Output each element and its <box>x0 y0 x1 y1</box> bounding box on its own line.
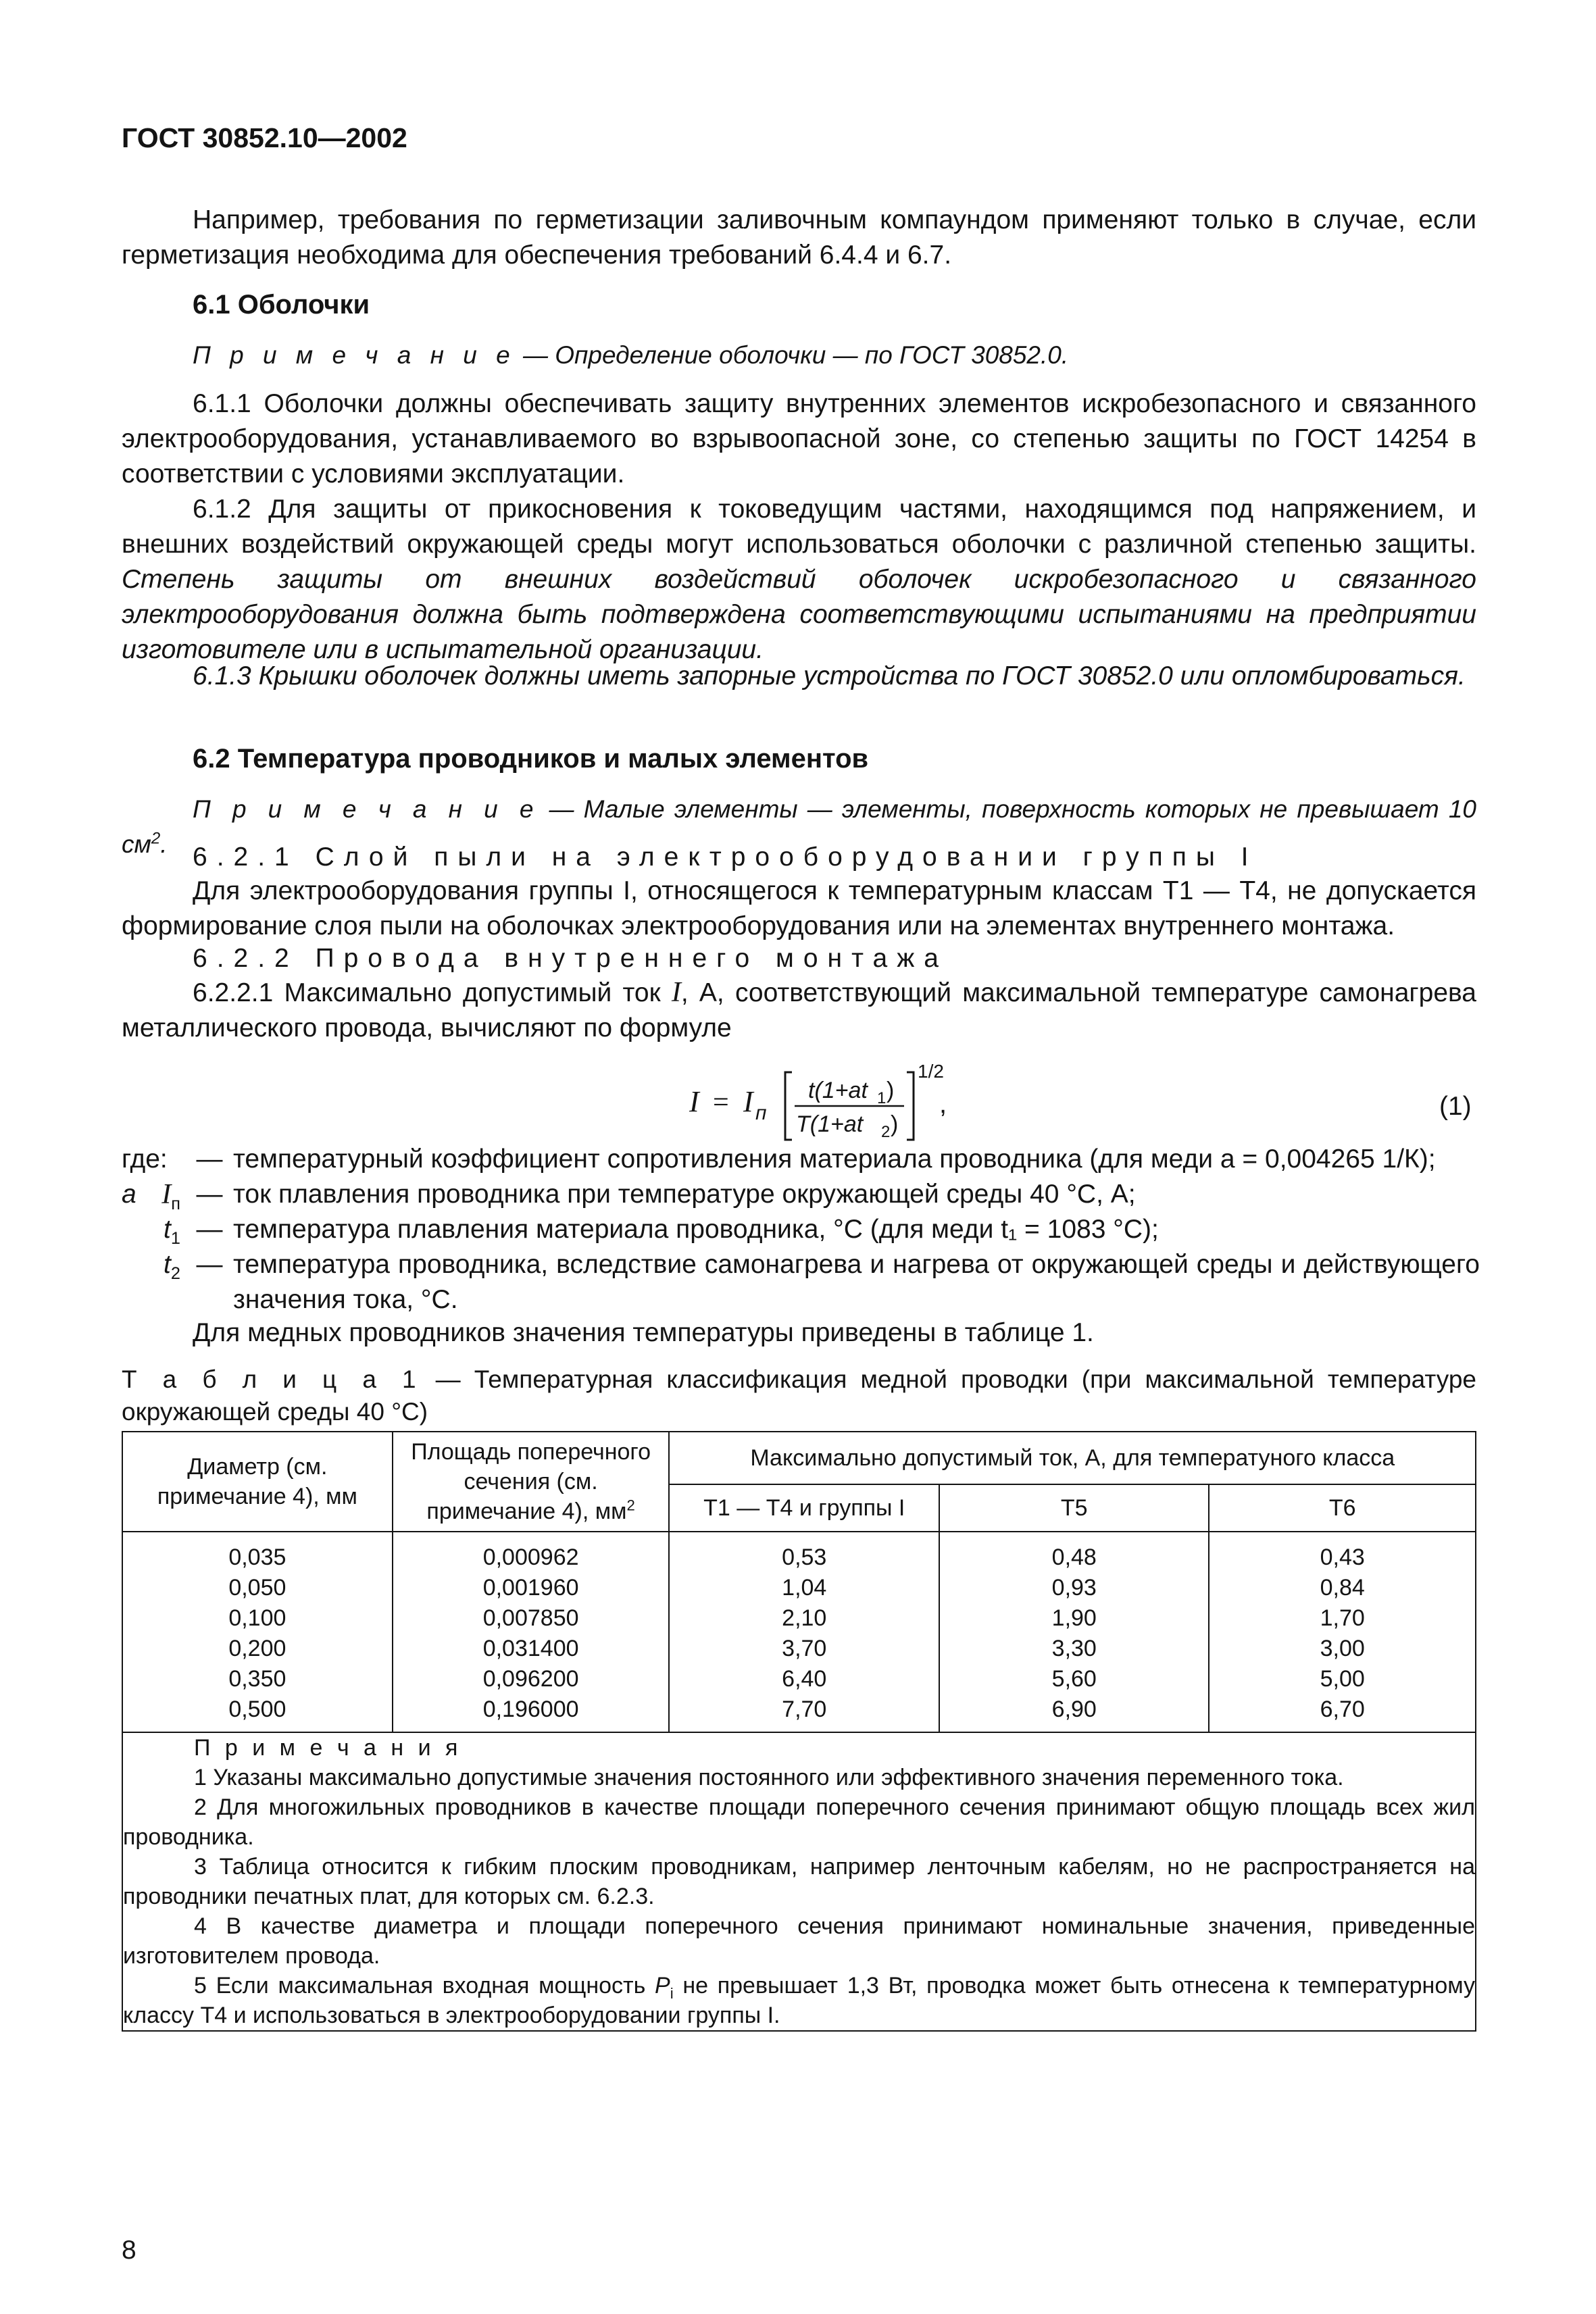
paragraph-6-2-2-1-text: 6.2.2.1 Максимально допустимый ток <box>193 978 672 1007</box>
definition-symbol: $I_п$ <box>161 1179 180 1213</box>
formula-denominator: T(1+at <box>796 1111 864 1137</box>
header-t6: Т6 <box>1209 1484 1476 1532</box>
table-gap-row <box>122 1532 1476 1537</box>
note-end: . <box>160 830 168 858</box>
formula-equals: = <box>713 1087 729 1118</box>
temperature-table <box>122 1431 1476 2032</box>
subsection-6-2-2-title: 6.2.2 Провода внутреннего монтажа <box>193 944 948 973</box>
document-header: ГОСТ 30852.10—2002 <box>122 122 407 153</box>
header-t5: Т5 <box>939 1484 1209 1532</box>
header-diameter: Диаметр (см. примечание 4), мм <box>122 1432 393 1532</box>
definition-symbol: $t_2$ <box>164 1250 180 1283</box>
current-symbol: I <box>671 977 681 1008</box>
note-label: П р и м е ч а н и е <box>193 341 516 369</box>
definition-symbol: $t_1$ <box>164 1215 180 1248</box>
definition-dash: — <box>196 1145 223 1174</box>
table-notes-row <box>122 1732 1476 2031</box>
section-6-2-title: 6.2 Температура проводников и малых элементов <box>193 744 869 774</box>
formula-numerator: t(1+at <box>808 1078 868 1103</box>
section-6-1-note <box>122 338 1476 373</box>
definition-text: температурный коэффициент сопротивления материала проводника (для меди a = 0,004265 1/К); <box>233 1145 1436 1174</box>
formula-lhs: I <box>689 1085 699 1118</box>
header-current: Максимально допустимый ток, А, для температуного класса <box>669 1432 1476 1484</box>
note-superscript: 2 <box>151 829 161 848</box>
note-label: П р и м е ч а н и е <box>193 795 540 823</box>
formula-comma: , <box>939 1089 947 1119</box>
formula-exponent: 1/2 <box>918 1061 944 1082</box>
header-t1-t4: Т1 — Т4 и группы I <box>669 1484 939 1532</box>
paragraph-6-1-2 <box>122 492 1476 668</box>
page-number: 8 <box>122 2236 136 2265</box>
section-6-1-title: 6.1 Оболочки <box>193 290 370 320</box>
paragraph-6-2-2-1 <box>122 975 1476 1046</box>
paragraph-6-2-1: Для электрооборудования группы I, относящегося к температурным классам Т1 — Т4, не допускается формирование слоя пыли на оболочках электрооборудования или на элементах внутреннего монтажа. <box>122 876 1476 940</box>
formula-definitions <box>122 1142 1480 1317</box>
note-2: 2 Для многожильных проводников в качестве площади поперечного сечения принимают общую площадь всех жил проводника. <box>123 1794 1475 1850</box>
intro-paragraph: Например, требования по герметизации заливочным компаундом применяют только в случае, если герметизация необходима для обеспечения требований 6.4.4 и 6.7. <box>122 205 1476 270</box>
table-header-row <box>122 1432 1476 1484</box>
definition-row-t1 <box>122 1212 1480 1247</box>
copper-paragraph: Для медных проводников значения температуры приведены в таблице 1. <box>193 1318 1094 1347</box>
header-area: Площадь поперечного сечения (см. примечание 4), $мм^2$ <box>393 1432 670 1532</box>
note-1: 1 Указаны максимально допустимые значения постоянного или эффективного значения переменного тока. <box>194 1765 1344 1790</box>
paragraph-6-1-2-italic: Степень защиты от внешних воздействий оболочек искробезопасного и связанного электрооборудования должна быть подтверждена соответствующими испытаниями на предприятии изготовителе или в испытательной организации. <box>122 565 1476 664</box>
definition-text: температура проводника, вследствие самонагрева и нагрева от окружающей среды и действующего значения тока, °С. <box>233 1250 1480 1314</box>
right-bracket <box>907 1072 914 1140</box>
table-data-row <box>122 1537 1476 1732</box>
paragraph-6-1-2-text: 6.1.2 Для защиты от прикосновения к токоведущим частями, находящимся под напряжением, и внешних воздействий окружающей среды могут использоваться оболочки с различной степенью защиты. <box>122 495 1476 559</box>
definition-dash: — <box>196 1180 223 1209</box>
cells-area: 0,000962 0,001960 0,007850 0,031400 0,096200 0,196000 <box>393 1537 670 1732</box>
definition-text: ток плавления проводника при температуре окружающей среды 40 °С, А; <box>233 1180 1136 1209</box>
definition-dash: — <box>196 1250 223 1279</box>
notes-title: П р и м е ч а н и я <box>194 1735 462 1761</box>
denominator-end: ) <box>891 1111 899 1137</box>
numerator-end: ) <box>887 1078 895 1103</box>
denominator-sub: 2 <box>881 1123 891 1141</box>
note-text: — Определение оболочки — по ГОСТ 30852.0. <box>516 341 1069 369</box>
numerator-sub: 1 <box>877 1089 887 1107</box>
paragraph-6-1-3: 6.1.3 Крышки оболочек должны иметь запорные устройства по ГОСТ 30852.0 или опломбироваться. <box>193 661 1466 690</box>
cells-t1-t4: 0,53 1,04 2,10 3,70 6,40 7,70 <box>669 1537 939 1732</box>
definition-dash: — <box>196 1215 223 1244</box>
formula-in-sub: п <box>755 1102 767 1124</box>
definition-row-t2 <box>122 1247 1480 1317</box>
definition-text: температура плавления материала проводника, °С (для меди t₁ = 1083 °С); <box>233 1215 1159 1244</box>
note-text: — Малые элементы — элементы, поверхность которых не превышает 10 см <box>122 795 1476 858</box>
cells-diameter: 0,035 0,050 0,100 0,200 0,350 0,500 <box>122 1537 393 1732</box>
paragraph-6-1-1: 6.1.1 Оболочки должны обеспечивать защиту внутренних элементов искробезопасного и связанного электрооборудования, устанавливаемого во взрывоопасной зоне, со степенью защиты по ГОСТ 14254 в соответствии с условиями эксплуатации. <box>122 389 1476 488</box>
formula-1 <box>676 1057 1000 1149</box>
left-bracket <box>785 1072 792 1140</box>
defs-lead: где: a <box>122 1145 168 1209</box>
cells-t5: 0,48 0,93 1,90 3,30 5,60 6,90 <box>939 1537 1209 1732</box>
note-5: 5 Если максимальная входная мощность $P_i$ не превышает 1,3 Вт, проводка может быть отнесена к температурному классу Т4 и использоваться в электрооборудовании группы I. <box>123 1973 1475 2028</box>
note-4: 4 В качестве диаметра и площади поперечного сечения принимают номинальные значения, приведенные изготовителем провода. <box>123 1913 1475 1969</box>
definition-row-in <box>122 1177 1480 1212</box>
subsection-6-2-1-title: 6.2.1 Слой пыли на электрооборудовании группы I <box>193 842 1258 872</box>
note-3: 3 Таблица относится к гибким плоским проводникам, например ленточным кабелям, но не распространяется на проводники печатных плат, для которых см. 6.2.3. <box>123 1854 1475 1909</box>
table-caption-label: Т а б л и ц а 1 <box>122 1365 422 1393</box>
table-caption-text: — Температурная классификация медной проводки (при максимальной температуре окружающей среды 40 °С) <box>122 1365 1476 1426</box>
formula-in: I <box>743 1085 753 1118</box>
table-caption <box>122 1363 1476 1428</box>
paragraph-6-2-2-1-text-end: , А, соответствующий максимальной температуре самонагрева металлического провода, вычисляют по формуле <box>122 978 1476 1042</box>
formula-number: (1) <box>1439 1092 1472 1121</box>
table-notes <box>122 1732 1476 2031</box>
cells-t6: 0,43 0,84 1,70 3,00 5,00 6,70 <box>1209 1537 1476 1732</box>
